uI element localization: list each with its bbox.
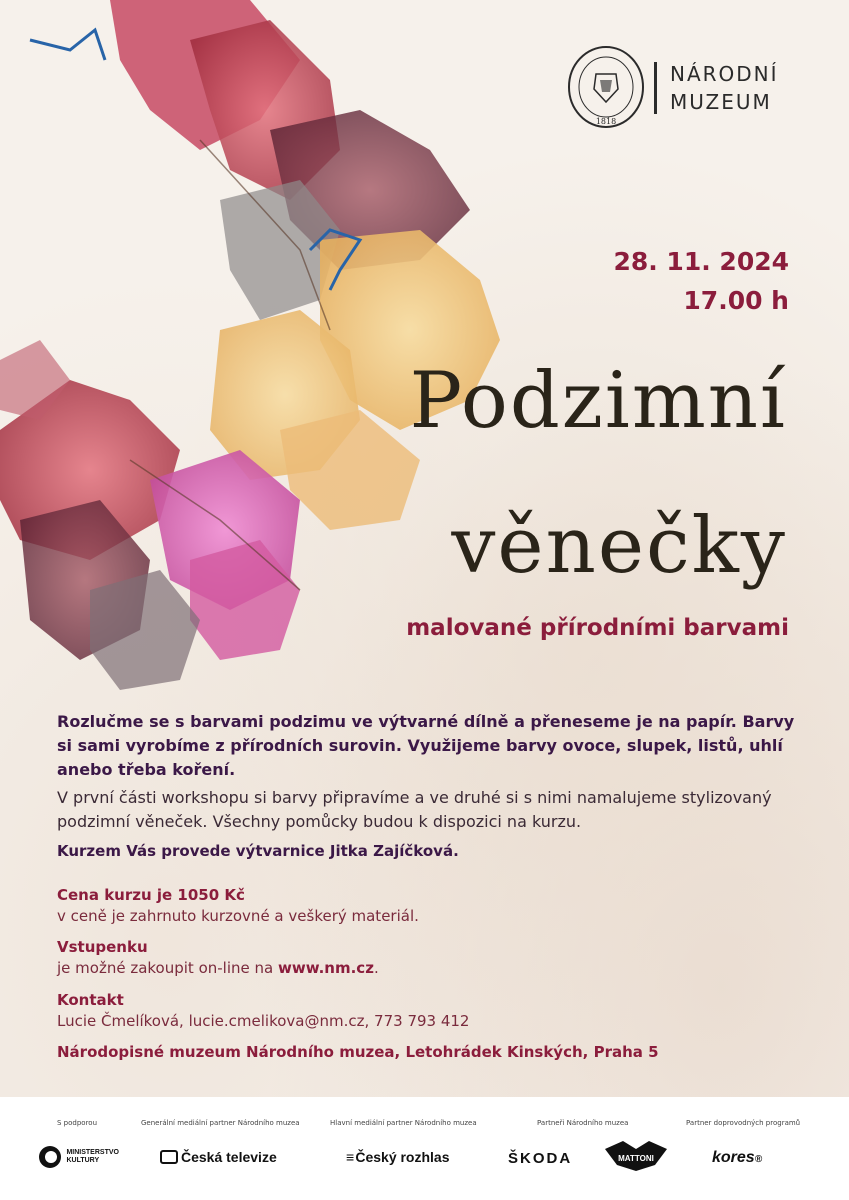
registered-icon: ® <box>754 1154 763 1165</box>
museum-seal-icon <box>566 44 646 130</box>
kores-logo <box>712 1149 762 1167</box>
caption-general-media-partner: Generální mediální partner Národního muzea <box>141 1119 300 1127</box>
skoda-logo: ŠKODA <box>508 1150 573 1167</box>
logo-name-line2: MUZEUM <box>670 90 772 114</box>
contact-heading: Kontakt <box>57 991 124 1009</box>
event-subtitle: malované přírodními barvami <box>406 615 789 641</box>
ticket-link[interactable]: www.nm.cz <box>277 959 374 977</box>
logo-name-line1: NÁRODNÍ <box>670 62 779 86</box>
price-heading: Cena kurzu je 1050 Kč <box>57 886 245 904</box>
caption-main-media-partner: Hlavní mediální partner Národního muzea <box>330 1119 477 1127</box>
caption-partners: Partneři Národního muzea <box>537 1119 629 1127</box>
ministry-line1: MINISTERSTVO <box>66 1149 119 1156</box>
ticket-text <box>57 958 379 979</box>
ministry-emblem-icon <box>38 1145 62 1169</box>
price-info <box>57 885 419 927</box>
event-title-line2: věnečky <box>451 501 787 591</box>
ticket-info <box>57 937 379 979</box>
ministry-of-culture-logo <box>38 1145 119 1169</box>
logo-name <box>670 60 779 116</box>
narodni-muzeum-logo <box>566 44 796 134</box>
partners-footer <box>0 1097 849 1200</box>
ticket-heading: Vstupenku <box>57 938 148 956</box>
cesky-rozhlas-text: Český rozhlas <box>355 1149 450 1165</box>
ceska-televize-text: Česká televize <box>181 1149 277 1165</box>
event-date: 28. 11. 2024 <box>613 247 789 276</box>
cesky-rozhlas-logo <box>346 1149 450 1165</box>
contact-info <box>57 990 469 1032</box>
venue-text: Národopisné muzeum Národního muzea, Letohrádek Kinských, Praha 5 <box>57 1043 659 1061</box>
ticket-text-prefix: je možné zakoupit on-line na <box>57 959 278 977</box>
ct-mark-icon <box>160 1150 178 1164</box>
workshop-description: V první části workshopu si barvy připravíme a ve druhé si s nimi namalujeme stylizovaný podzimní věneček. Všechny pomůcky budou k dispozici na kurzu. <box>57 788 772 831</box>
rozhlas-mark-icon: ≡ <box>346 1149 355 1165</box>
ticket-text-suffix: . <box>373 959 379 977</box>
ministry-line2: KULTURY <box>66 1157 100 1164</box>
intro-text: Rozlučme se s barvami podzimu ve výtvarné dílně a přeneseme je na papír. Barvy si sami vyrobíme z přírodních surovin. Využijeme barvy ovoce, slupek, listů, uhlí anebo třeba koření. <box>57 712 795 779</box>
caption-programme-partner: Partner doprovodných programů <box>686 1119 801 1127</box>
logo-divider <box>654 62 657 114</box>
lecturer-text: Kurzem Vás provede výtvarnice Jitka Zajíčková. <box>57 842 459 860</box>
price-text: v ceně je zahrnuto kurzovné a veškerý materiál. <box>57 907 419 925</box>
mattoni-eagle-icon <box>603 1139 669 1173</box>
mattoni-logo <box>603 1139 669 1173</box>
mattoni-text: MATTONI <box>618 1154 654 1163</box>
seal-year: 1818 <box>595 117 617 126</box>
caption-support: S podporou <box>57 1119 98 1127</box>
event-time: 17.00 h <box>683 286 789 315</box>
ceska-televize-logo <box>160 1149 277 1165</box>
kores-text: kores <box>712 1149 755 1166</box>
contact-text: Lucie Čmelíková, lucie.cmelikova@nm.cz, 773 793 412 <box>57 1012 470 1030</box>
event-title-line1: Podzimní <box>409 356 787 446</box>
